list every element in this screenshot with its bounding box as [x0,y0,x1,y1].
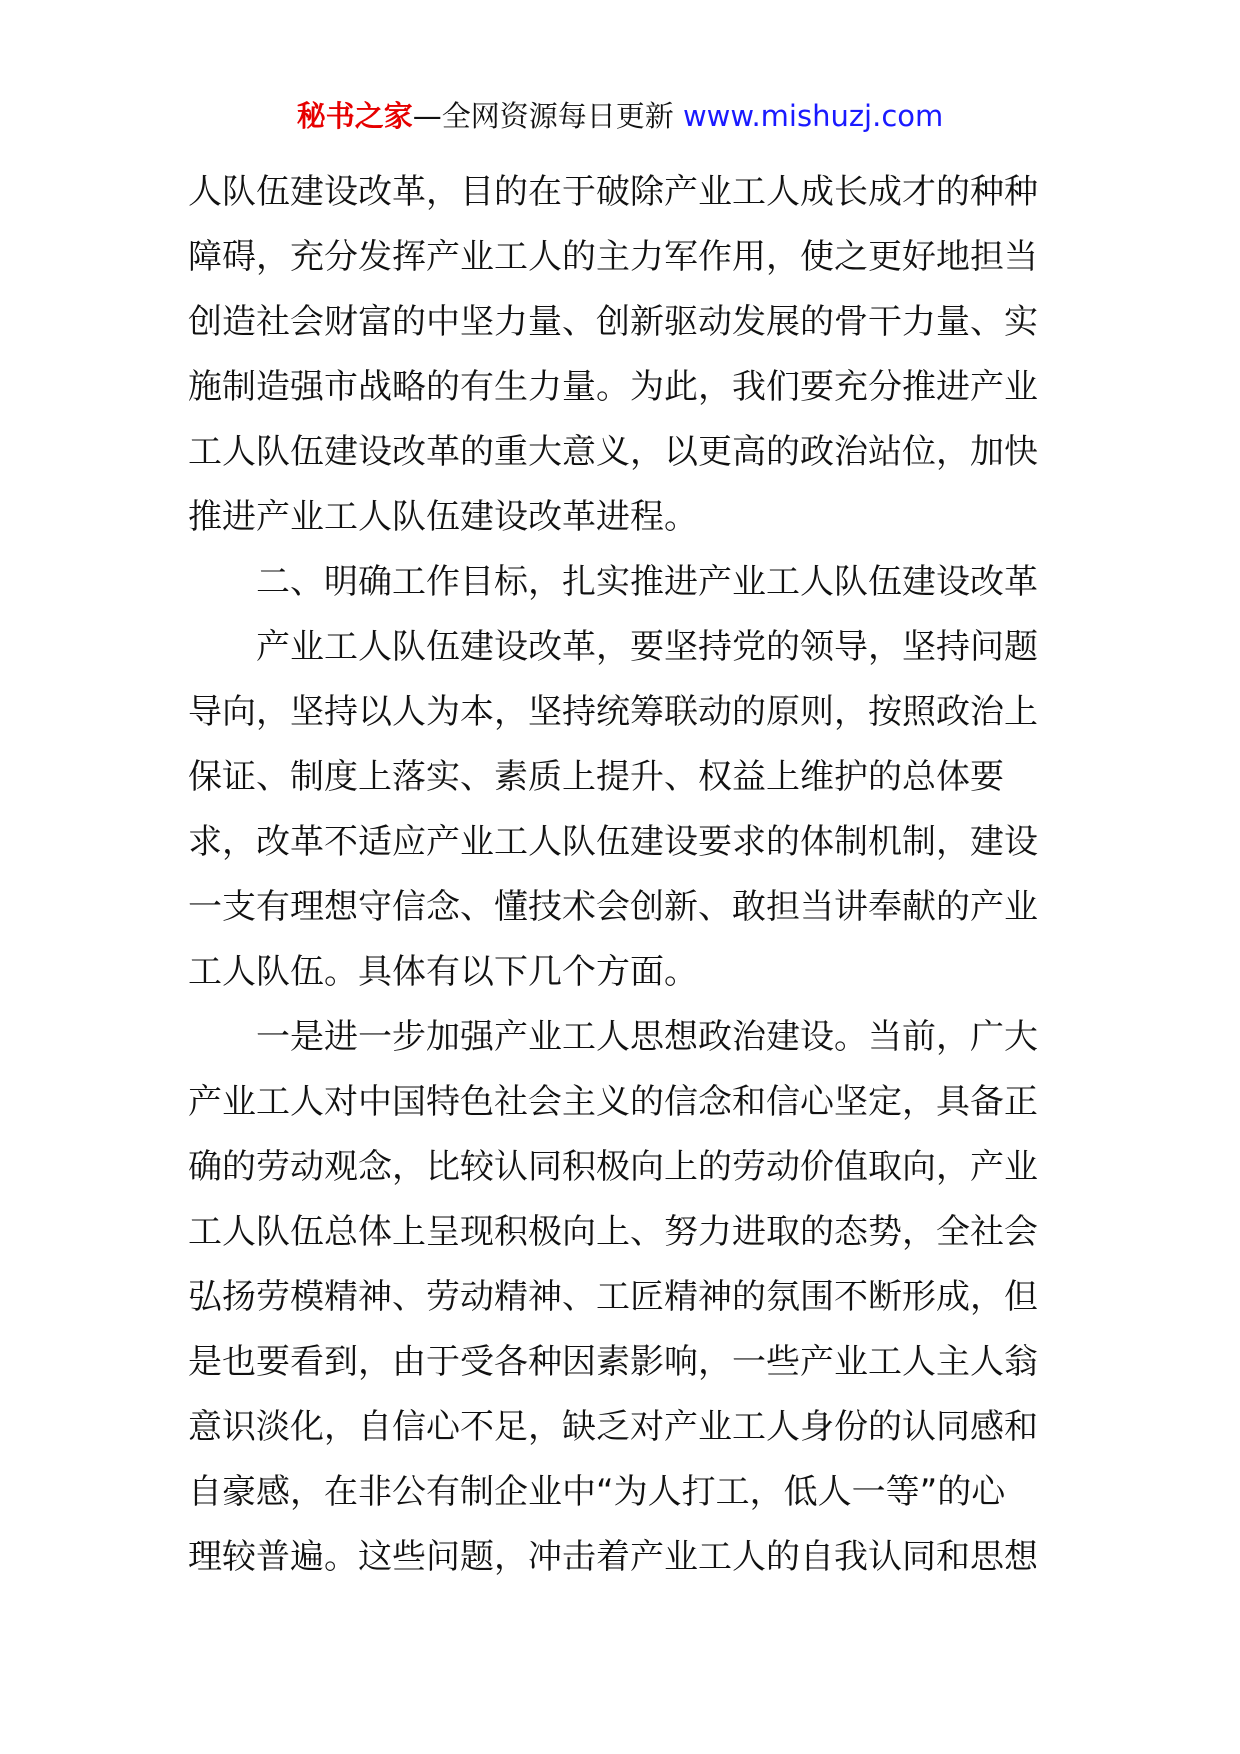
website-link[interactable]: www.mishuzj.com [682,99,944,133]
brand-name: 秘书之家 [296,99,413,133]
text-line: 一支有理想守信念、懂技术会创新、敢担当讲奉献的产业 [188,887,1038,927]
text-line: 人队伍建设改革，目的在于破除产业工人成长成才的种种 [188,172,1038,212]
text-line: 创造社会财富的中坚力量、创新驱动发展的骨干力量、实 [188,302,1038,342]
document-body [188,160,1054,1590]
text-line: 推进产业工人队伍建设改革进程。 [188,497,698,537]
text-line: 导向，坚持以人为本，坚持统筹联动的原则，按照政治上 [188,692,1038,732]
text-line: 产业工人队伍建设改革，要坚持党的领导，坚持问题 [256,627,1038,667]
text-line: 保证、制度上落实、素质上提升、权益上维护的总体要 [188,757,1004,797]
text-line: 一是进一步加强产业工人思想政治建设。当前，广大 [256,1017,1038,1057]
text-line: 障碍，充分发挥产业工人的主力军作用，使之更好地担当 [188,237,1038,277]
header-slogan: —全网资源每日更新 [412,99,674,133]
text-line: 产业工人对中国特色社会主义的信念和信心坚定，具备正 [188,1082,1038,1122]
text-line: 施制造强市战略的有生力量。为此，我们要充分推进产业 [188,367,1038,407]
page-header [0,96,1240,136]
text-line: 是也要看到，由于受各种因素影响，一些产业工人主人翁 [188,1342,1038,1382]
text-line: 弘扬劳模精神、劳动精神、工匠精神的氛围不断形成，但 [188,1277,1038,1317]
text-line: 自豪感，在非公有制企业中“为人打工，低人一等”的心 [188,1472,1006,1512]
text-line: 确的劳动观念，比较认同积极向上的劳动价值取向，产业 [188,1147,1038,1187]
text-line: 意识淡化，自信心不足，缺乏对产业工人身份的认同感和 [188,1407,1038,1447]
text-line: 理较普遍。这些问题，冲击着产业工人的自我认同和思想 [188,1537,1038,1577]
section-heading: 二、明确工作目标，扎实推进产业工人队伍建设改革 [256,562,1038,602]
text-line: 工人队伍建设改革的重大意义，以更高的政治站位，加快 [188,432,1038,472]
text-line: 求，改革不适应产业工人队伍建设要求的体制机制，建设 [188,822,1038,862]
text-line: 工人队伍总体上呈现积极向上、努力进取的态势，全社会 [188,1212,1038,1252]
text-line: 工人队伍。具体有以下几个方面。 [188,952,698,992]
